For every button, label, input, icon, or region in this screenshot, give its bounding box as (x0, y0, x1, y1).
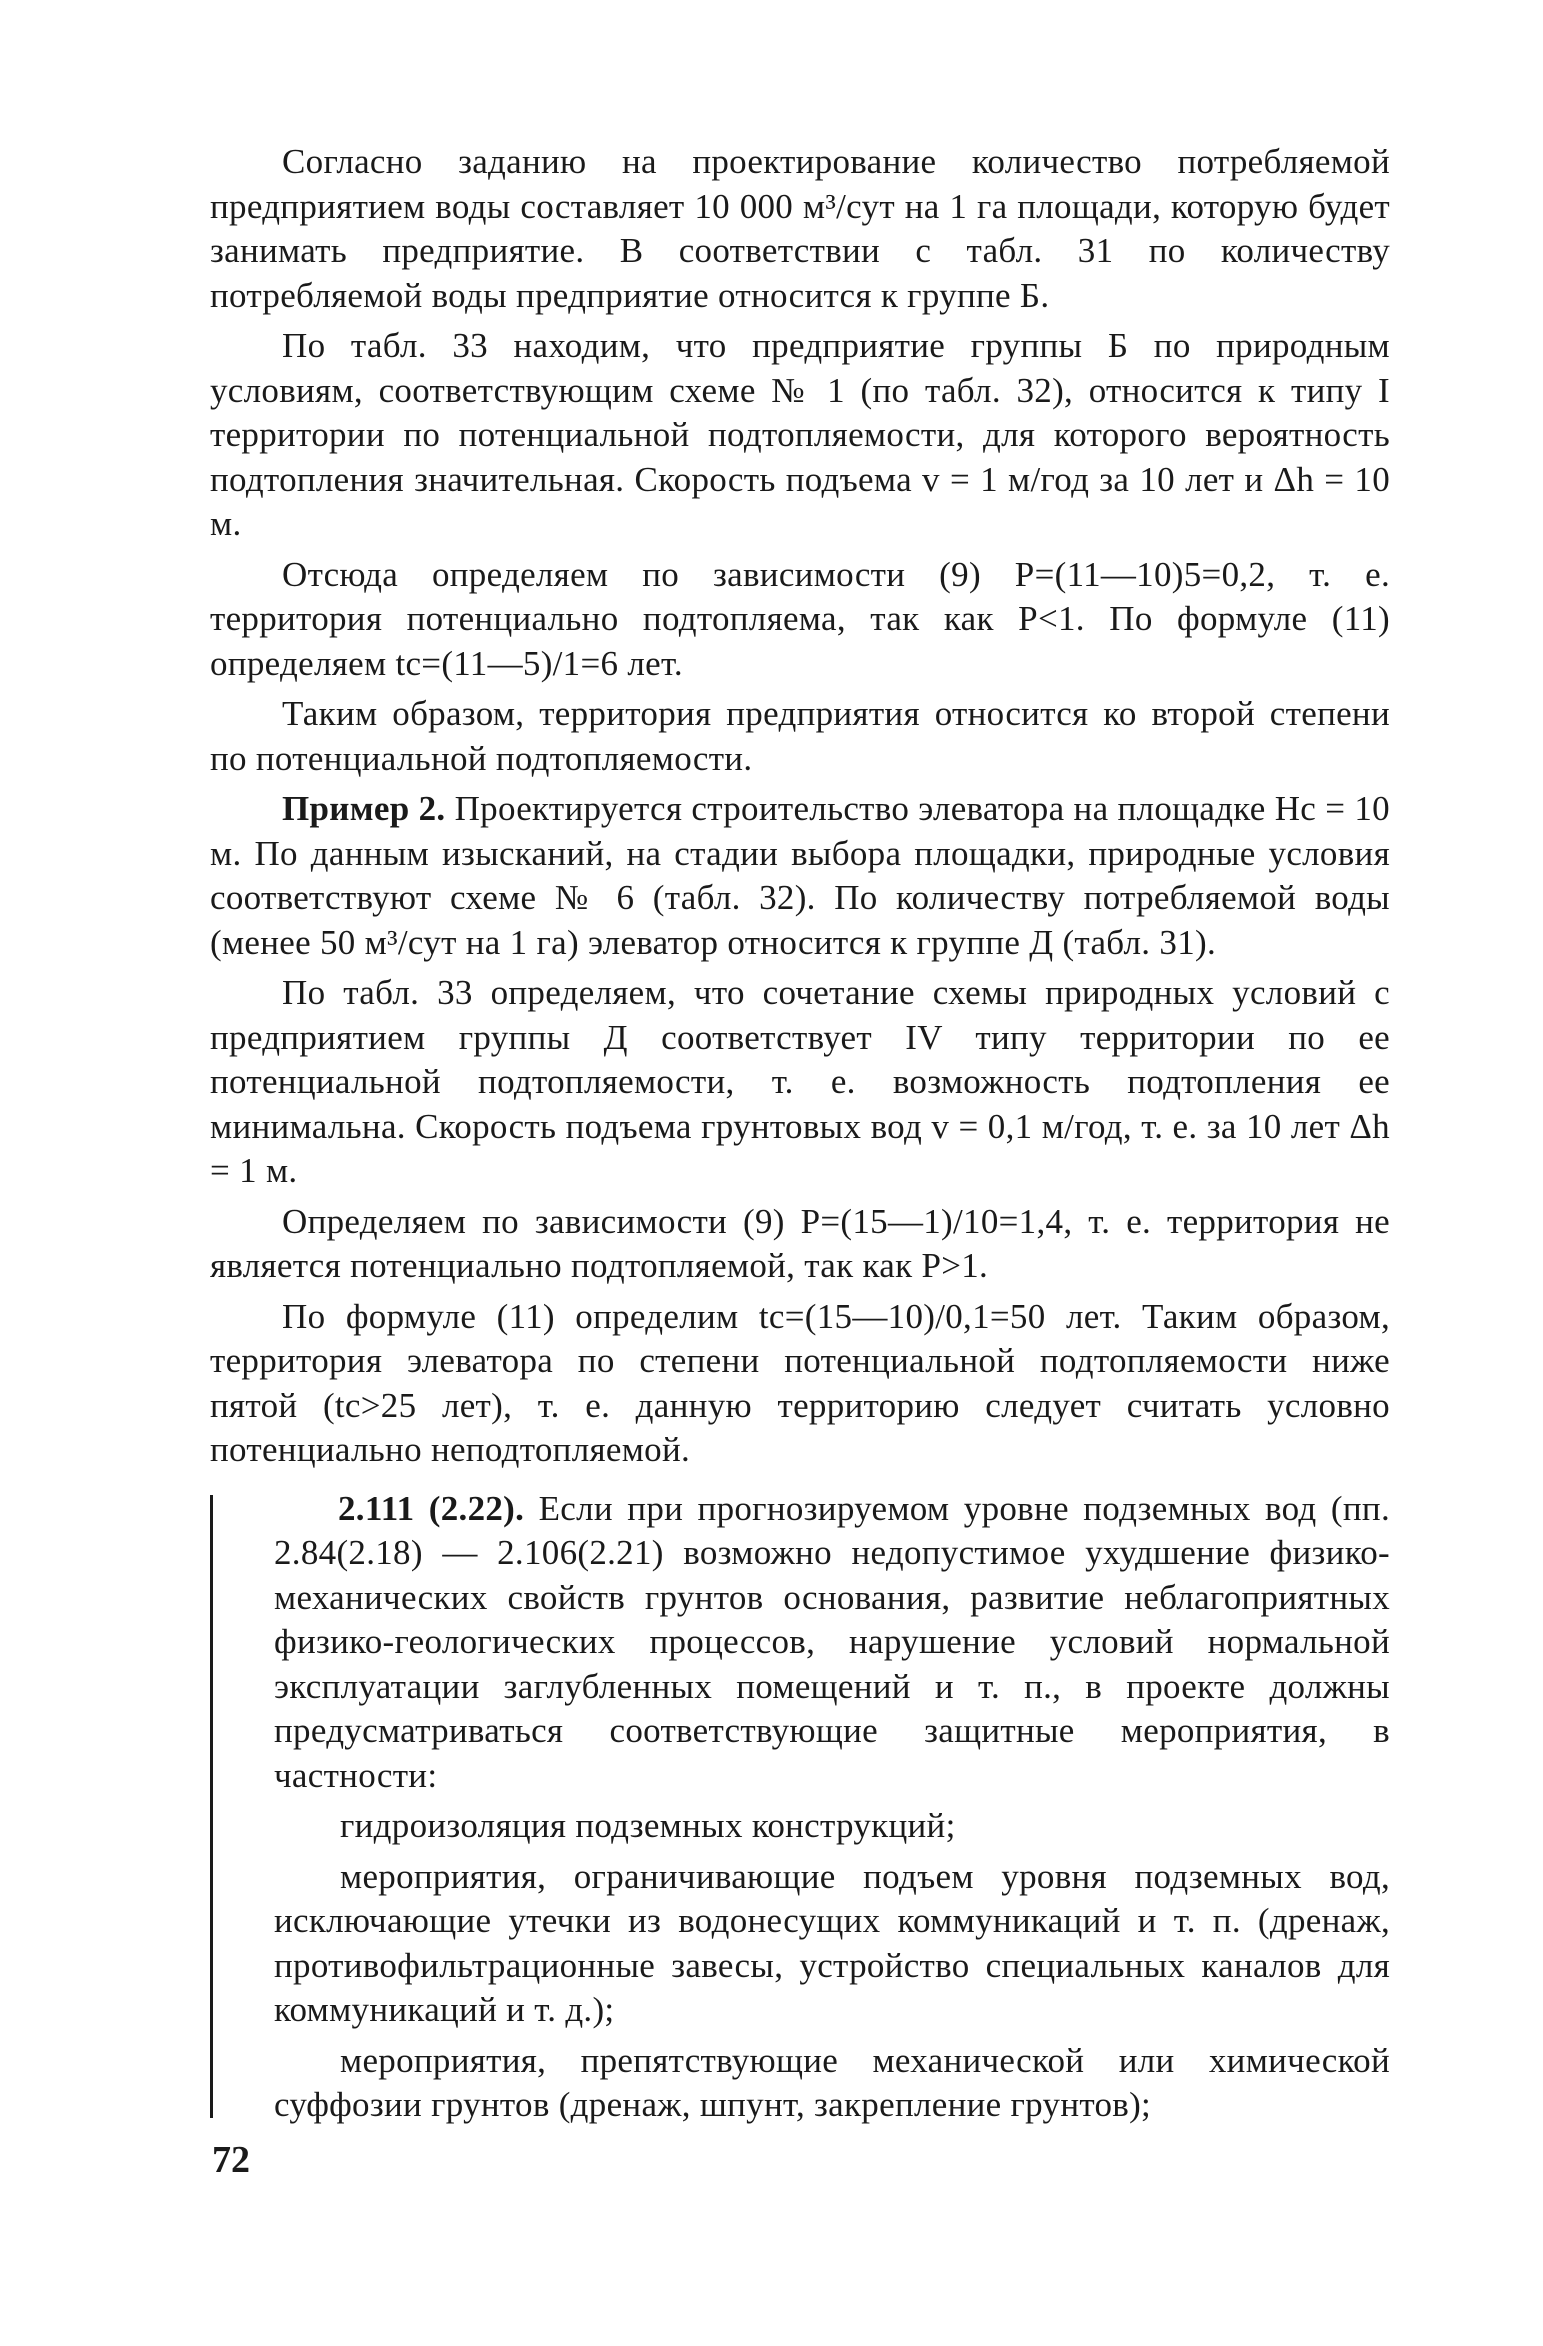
example-paragraph (210, 787, 1390, 965)
page-number: 72 (212, 2139, 250, 2181)
paragraph: По табл. 33 находим, что предприятие группы Б по природным условиям, соответствующим схеме № 1 (по табл. 32), относится к типу I территории по потенциальной подтопляемости, для которого вероятность подтопления значительная. Скорость подъема v = 1 м/год за 10 лет и Δh = 10 м. (210, 326, 1390, 543)
section-2-111 (210, 1487, 1390, 2128)
example-text: Проектируется строительство элеватора на площадке Hc = 10 м. По данным изысканий, на стадии выбора площадки, природные условия соответствуют схеме № 6 (табл. 32). По количеству потребляемой воды (менее 50 м³/сут на 1 га) элеватор относится к группе Д (табл. 31). (210, 789, 1390, 962)
paragraph: По табл. 33 определяем, что сочетание схемы природных условий с предприятием группы Д соответствует IV типу территории по ее потенциальной подтопляемости, т. е. возможность подтопления ее минимальна. Скорость подъема грунтовых вод v = 0,1 м/год, т. е. за 10 лет Δh = 1 м. (210, 973, 1390, 1190)
example-label: Пример 2. (282, 789, 446, 828)
section-paragraph (274, 1487, 1390, 1799)
list-item: гидроизоляция подземных конструкций; (340, 1806, 956, 1845)
list-item: мероприятия, препятствующие механической или химической суффозии грунтов (дренаж, шпунт, закрепление грунтов); (274, 2040, 1390, 2124)
change-bar (210, 1495, 213, 2118)
paragraph: По формуле (11) определим tc=(15—10)/0,1=50 лет. Таким образом, территория элеватора по степени потенциальной подтопляемости ниже пятой (tc>25 лет), т. е. данную территорию следует считать условно потенциально неподтопляемой. (210, 1296, 1390, 1469)
paragraph: Отсюда определяем по зависимости (9) P=(11—10)5=0,2, т. е. территория потенциально подтопляема, так как P<1. По формуле (11) определяем tc=(11—5)/1=6 лет. (210, 554, 1390, 683)
paragraph: Таким образом, территория предприятия относится ко второй степени по потенциальной подтопляемости. (210, 694, 1390, 778)
section-number: 2.111 (2.22). (338, 1488, 525, 1528)
page-body (210, 140, 1390, 2128)
paragraph: Согласно заданию на проектирование количество потребляемой предприятием воды составляет 10 000 м³/сут на 1 га площади, которую будет занимать предприятие. В соответствии с табл. 31 по количеству потребляемой воды предприятие относится к группе Б. (210, 142, 1390, 315)
list-item: мероприятия, ограничивающие подъем уровня подземных вод, исключающие утечки из водонесущих коммуникаций и т. п. (дренаж, противофильтрационные завесы, устройство специальных каналов для коммуникаций и т. д.); (274, 1856, 1390, 2029)
section-text: Если при прогнозируемом уровне подземных вод (пп. 2.84(2.18) — 2.106(2.21) возможно недопустимое ухудшение физико-механических свойств грунтов основания, развитие неблагоприятных физико-геологических процессов, нарушение условий нормальной эксплуатации заглубленных помещений и т. п., в проекте должны предусматриваться соответствующие защитные мероприятия, в частности: (274, 1488, 1390, 1795)
paragraph: Определяем по зависимости (9) P=(15—1)/10=1,4, т. е. территория не является потенциально подтопляемой, так как P>1. (210, 1201, 1390, 1285)
